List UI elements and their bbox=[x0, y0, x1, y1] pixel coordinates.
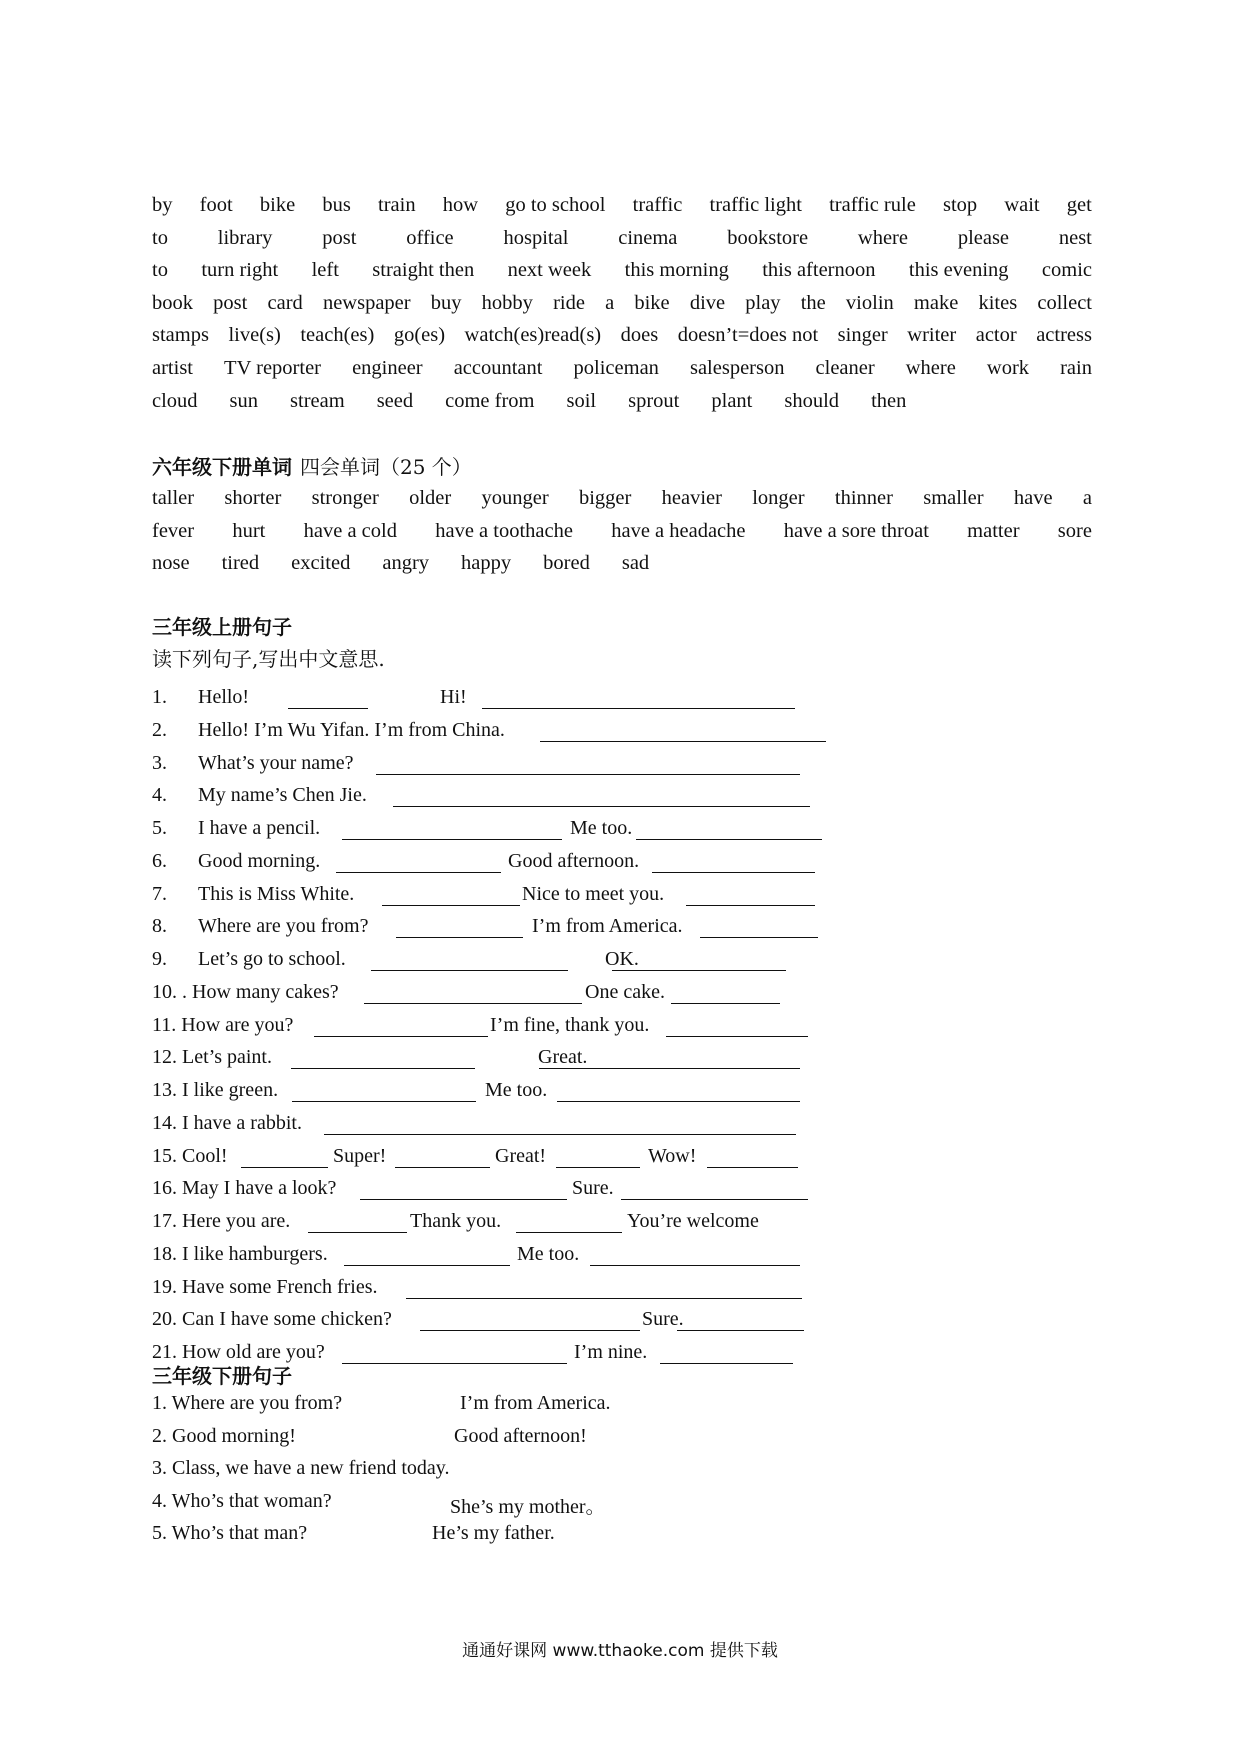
sentence-row bbox=[0, 1276, 1240, 1306]
vocab-word: sprout bbox=[628, 389, 680, 412]
vocab-word: tired bbox=[221, 552, 260, 575]
sentence-question: 2. Good morning! bbox=[152, 1424, 296, 1447]
answer-blank[interactable] bbox=[420, 1312, 640, 1331]
vocab-word: artist bbox=[152, 356, 193, 379]
sentence-text: 17. Here you are. bbox=[152, 1210, 291, 1232]
sentence-text: You’re welcome bbox=[627, 1210, 759, 1232]
vocab-word: have a headache bbox=[611, 519, 746, 542]
vocab-word: please bbox=[957, 226, 1010, 249]
answer-blank[interactable] bbox=[556, 1149, 640, 1168]
sentence-text: My name’s Chen Jie. bbox=[198, 784, 367, 807]
answer-blank[interactable] bbox=[344, 1247, 510, 1266]
answer-blank[interactable] bbox=[540, 723, 826, 742]
vocab-word: does bbox=[620, 324, 659, 347]
section-heading-grade3b bbox=[152, 1360, 292, 1389]
vocab-line bbox=[152, 254, 1092, 287]
page-footer: 通通好课网 www.tthaoke.com 提供下载 bbox=[462, 1641, 778, 1661]
sentence-row bbox=[0, 1046, 1240, 1076]
sentence-text: What’s your name? bbox=[198, 751, 354, 774]
vocab-word: where bbox=[905, 356, 956, 379]
sentence-row bbox=[0, 1112, 1240, 1142]
vocab-word: happy bbox=[461, 552, 512, 575]
sentence-number: 2. bbox=[152, 718, 167, 741]
vocab-word: live(s) bbox=[228, 324, 281, 347]
section-title: 三年级下册句子 bbox=[152, 1364, 292, 1388]
vocab-word: have a toothache bbox=[435, 519, 573, 542]
vocab-line bbox=[152, 547, 1092, 580]
vocabulary-list-2 bbox=[152, 482, 1092, 580]
vocab-word: this morning bbox=[624, 259, 729, 282]
answer-blank[interactable] bbox=[590, 1247, 800, 1266]
vocab-word: post bbox=[213, 291, 248, 314]
vocab-word: newspaper bbox=[322, 291, 411, 314]
vocab-word: the bbox=[800, 291, 826, 314]
sentence-text: 14. I have a rabbit. bbox=[152, 1111, 302, 1134]
vocab-word: matter bbox=[967, 519, 1020, 542]
sentence-text: Good morning. bbox=[198, 849, 321, 872]
sentence-text: This is Miss White. bbox=[198, 882, 355, 905]
vocab-line bbox=[152, 482, 1092, 515]
vocab-word: actress bbox=[1036, 324, 1092, 347]
vocab-word: cloud bbox=[152, 389, 198, 412]
vocab-word: hurt bbox=[232, 519, 266, 542]
vocab-word: singer bbox=[837, 324, 888, 347]
sentence-row bbox=[0, 686, 1240, 716]
vocab-word: sore bbox=[1057, 519, 1092, 542]
vocab-word: violin bbox=[845, 291, 894, 314]
vocab-word: post bbox=[322, 226, 357, 249]
vocab-word: stream bbox=[290, 389, 345, 412]
sentence-text: Hello! I’m Wu Yifan. I’m from China. bbox=[198, 718, 505, 741]
vocab-word: how bbox=[442, 194, 479, 216]
vocab-word: thinner bbox=[834, 487, 893, 509]
sentence-number: 6. bbox=[152, 849, 167, 872]
sentence-text: Where are you from? bbox=[198, 915, 369, 938]
sentence-text: Super! bbox=[333, 1144, 387, 1167]
sentence-row bbox=[0, 1522, 1240, 1552]
answer-blank[interactable] bbox=[314, 1018, 488, 1037]
vocab-word: nest bbox=[1058, 226, 1092, 249]
sentence-text: Me too. bbox=[485, 1079, 548, 1101]
vocab-word: angry bbox=[382, 552, 430, 575]
sentence-row bbox=[0, 981, 1240, 1011]
sentence-question: 5. Who’s that man? bbox=[152, 1522, 308, 1545]
sentence-text: Great! bbox=[495, 1144, 547, 1167]
sentence-row bbox=[0, 1079, 1240, 1109]
vocab-word: engineer bbox=[352, 356, 423, 379]
vocab-word: buy bbox=[430, 291, 462, 314]
vocab-word: shorter bbox=[224, 487, 282, 509]
vocab-word: policeman bbox=[573, 356, 659, 379]
vocab-line bbox=[152, 222, 1092, 255]
answer-blank[interactable] bbox=[406, 1280, 802, 1299]
vocab-word: stop bbox=[942, 194, 978, 216]
sentence-text: OK. bbox=[605, 948, 639, 970]
sentence-number: 5. bbox=[152, 817, 167, 839]
vocab-word: make bbox=[913, 291, 959, 314]
answer-blank[interactable] bbox=[686, 887, 815, 906]
sentence-answer: I’m from America. bbox=[460, 1392, 611, 1414]
answer-blank[interactable] bbox=[660, 1345, 793, 1364]
vocab-word: train bbox=[378, 194, 416, 216]
vocab-word: heavier bbox=[661, 487, 722, 509]
answer-blank[interactable] bbox=[671, 985, 780, 1004]
sentence-row bbox=[0, 1392, 1240, 1422]
answer-blank[interactable] bbox=[612, 952, 786, 971]
vocab-word: this evening bbox=[908, 259, 1009, 282]
answer-blank[interactable] bbox=[342, 821, 562, 840]
sentence-answer: She’s my mother。 bbox=[450, 1495, 606, 1518]
vocab-word: rain bbox=[1060, 356, 1092, 379]
vocab-word: turn right bbox=[201, 259, 279, 282]
vocab-word: library bbox=[217, 226, 273, 249]
vocab-word: book bbox=[152, 291, 193, 314]
vocab-line bbox=[152, 352, 1092, 385]
answer-blank[interactable] bbox=[393, 788, 810, 807]
vocab-word: card bbox=[267, 291, 303, 314]
vocab-line bbox=[152, 189, 1092, 222]
vocab-word: writer bbox=[907, 324, 957, 347]
vocabulary-list-1 bbox=[152, 189, 1092, 417]
sentence-text: 15. Cool! bbox=[152, 1144, 228, 1167]
vocab-word: traffic rule bbox=[829, 194, 916, 216]
sentence-text: I have a pencil. bbox=[198, 817, 321, 839]
sentence-text: Let’s go to school. bbox=[198, 948, 346, 970]
sentence-row bbox=[0, 1425, 1240, 1455]
vocab-word: by bbox=[152, 194, 173, 216]
sentence-row bbox=[0, 817, 1240, 847]
answer-blank[interactable] bbox=[539, 1050, 800, 1069]
vocab-word: stamps bbox=[152, 324, 209, 347]
vocab-line bbox=[152, 287, 1092, 320]
answer-blank[interactable] bbox=[557, 1083, 800, 1102]
vocab-word: seed bbox=[376, 389, 414, 412]
vocab-line bbox=[152, 319, 1092, 352]
sentence-row bbox=[0, 1490, 1240, 1520]
answer-blank[interactable] bbox=[666, 1018, 808, 1037]
sentence-text: 16. May I have a look? bbox=[152, 1177, 337, 1200]
sentence-number: 1. bbox=[152, 686, 167, 708]
vocab-word: bike bbox=[634, 291, 670, 314]
vocab-word: where bbox=[857, 226, 908, 249]
answer-blank[interactable] bbox=[241, 1149, 328, 1168]
sentence-text: 13. I like green. bbox=[152, 1079, 279, 1101]
vocab-word: hobby bbox=[481, 291, 533, 314]
sentence-text: I’m fine, thank you. bbox=[490, 1013, 650, 1036]
vocab-word: traffic bbox=[632, 194, 683, 216]
sentence-text: Sure. bbox=[572, 1177, 614, 1200]
vocab-line bbox=[152, 385, 1092, 418]
answer-blank[interactable] bbox=[376, 756, 800, 775]
vocab-word: TV reporter bbox=[224, 356, 322, 379]
vocab-word: doesn’t=does not bbox=[677, 324, 819, 347]
sentence-number: 9. bbox=[152, 948, 167, 970]
vocab-word: sun bbox=[229, 389, 259, 412]
vocab-word: next week bbox=[507, 259, 592, 282]
sentence-number: 7. bbox=[152, 882, 167, 905]
answer-blank[interactable] bbox=[308, 1214, 407, 1233]
vocab-word: older bbox=[409, 487, 452, 509]
answer-blank[interactable] bbox=[292, 1083, 476, 1102]
sentence-row bbox=[0, 784, 1240, 814]
answer-blank[interactable] bbox=[291, 1050, 475, 1069]
vocab-word: wait bbox=[1004, 194, 1040, 216]
vocab-word: excited bbox=[291, 552, 351, 575]
answer-blank[interactable] bbox=[395, 1149, 490, 1168]
vocab-word: traffic light bbox=[709, 194, 802, 216]
sentence-text: Hi! bbox=[440, 686, 467, 708]
sentence-question: 3. Class, we have a new friend today. bbox=[152, 1457, 450, 1480]
vocab-word: this afternoon bbox=[762, 259, 876, 282]
vocab-word: fever bbox=[152, 519, 195, 542]
vocab-word: straight then bbox=[372, 259, 475, 282]
vocab-word: a bbox=[605, 291, 615, 314]
vocab-word: cinema bbox=[618, 226, 678, 249]
vocab-word: foot bbox=[199, 194, 233, 216]
instruction-text: 读下列句子,写出中文意思. bbox=[152, 647, 385, 671]
vocab-word: sad bbox=[621, 552, 650, 575]
sentence-row bbox=[0, 850, 1240, 880]
vocab-word: bookstore bbox=[727, 226, 809, 249]
answer-blank[interactable] bbox=[324, 1116, 796, 1135]
sentence-text: Good afternoon. bbox=[508, 849, 640, 872]
answer-blank[interactable] bbox=[482, 690, 795, 709]
answer-blank[interactable] bbox=[516, 1214, 622, 1233]
vocab-word: actor bbox=[975, 324, 1017, 347]
answer-blank[interactable] bbox=[700, 919, 818, 938]
answer-blank[interactable] bbox=[342, 1345, 567, 1364]
vocab-word: work bbox=[986, 356, 1030, 379]
sentence-question: 1. Where are you from? bbox=[152, 1392, 343, 1414]
vocab-word: dive bbox=[689, 291, 726, 314]
vocab-word: smaller bbox=[923, 487, 984, 509]
sentence-text: 18. I like hamburgers. bbox=[152, 1242, 328, 1265]
sentence-text: I’m nine. bbox=[574, 1341, 648, 1363]
vocab-word: watch(es)read(s) bbox=[464, 324, 602, 347]
vocab-word: taller bbox=[152, 487, 195, 509]
answer-blank[interactable] bbox=[677, 1312, 804, 1331]
vocab-word: ride bbox=[553, 291, 585, 314]
section-heading-grade3a bbox=[152, 611, 292, 640]
sentence-question: 4. Who’s that woman? bbox=[152, 1489, 332, 1512]
sentence-number: 4. bbox=[152, 784, 167, 807]
vocab-word: collect bbox=[1037, 291, 1092, 314]
vocab-word: have bbox=[1013, 487, 1053, 509]
answer-blank[interactable] bbox=[364, 985, 582, 1004]
sentence-text: 10. . How many cakes? bbox=[152, 980, 339, 1003]
sentence-text: Me too. bbox=[517, 1242, 580, 1265]
sentence-text: Wow! bbox=[648, 1144, 697, 1167]
answer-blank[interactable] bbox=[652, 854, 815, 873]
vocab-word: younger bbox=[481, 487, 549, 509]
vocab-word: teach(es) bbox=[300, 324, 375, 347]
answer-blank[interactable] bbox=[288, 690, 368, 709]
sentence-text: I’m from America. bbox=[532, 915, 683, 938]
answer-blank[interactable] bbox=[371, 952, 568, 971]
answer-blank[interactable] bbox=[707, 1149, 798, 1168]
vocab-word: come from bbox=[445, 389, 535, 412]
sentence-row bbox=[0, 719, 1240, 749]
sentence-row bbox=[0, 1145, 1240, 1175]
sentence-text: 19. Have some French fries. bbox=[152, 1275, 378, 1298]
vocab-word: bus bbox=[322, 194, 351, 216]
answer-blank[interactable] bbox=[621, 1181, 808, 1200]
vocab-word: a bbox=[1082, 487, 1092, 509]
answer-blank[interactable] bbox=[382, 887, 520, 906]
vocab-word: have a cold bbox=[303, 519, 397, 542]
vocab-word: to bbox=[152, 259, 168, 282]
sentence-text: Me too. bbox=[570, 817, 633, 839]
sentence-text: 11. How are you? bbox=[152, 1013, 294, 1036]
sentence-row bbox=[0, 1457, 1240, 1487]
vocab-word: should bbox=[784, 389, 840, 412]
sentence-answer: Good afternoon! bbox=[454, 1424, 587, 1447]
vocab-word: comic bbox=[1041, 259, 1092, 282]
sentence-row bbox=[0, 1014, 1240, 1044]
sentence-row bbox=[0, 1210, 1240, 1240]
section-title: 三年级上册句子 bbox=[152, 615, 292, 639]
vocab-word: kites bbox=[978, 291, 1018, 314]
vocab-word: stronger bbox=[311, 487, 379, 509]
vocab-word: then bbox=[871, 389, 907, 412]
sentence-row bbox=[0, 752, 1240, 782]
answer-blank[interactable] bbox=[636, 821, 822, 840]
sentence-row bbox=[0, 883, 1240, 913]
vocab-word: longer bbox=[752, 487, 805, 509]
vocab-word: bike bbox=[259, 194, 296, 216]
sentence-text: Hello! bbox=[198, 686, 250, 708]
sentence-text: One cake. bbox=[585, 980, 665, 1003]
sentence-row bbox=[0, 1177, 1240, 1207]
vocab-word: plant bbox=[711, 389, 753, 412]
vocab-word: cleaner bbox=[815, 356, 875, 379]
sentence-row bbox=[0, 948, 1240, 978]
sentence-text: Great. bbox=[538, 1046, 588, 1069]
vocab-line bbox=[152, 515, 1092, 548]
vocab-word: bored bbox=[543, 552, 590, 575]
vocab-word: have a sore throat bbox=[783, 519, 929, 542]
sentence-row bbox=[0, 915, 1240, 945]
section-subtitle: 四会单词（25 个） bbox=[300, 455, 472, 479]
sentence-text: Thank you. bbox=[410, 1210, 502, 1232]
sentence-row bbox=[0, 1308, 1240, 1338]
sentence-text: 20. Can I have some chicken? bbox=[152, 1308, 392, 1331]
section-heading-grade6 bbox=[152, 451, 472, 480]
vocab-word: nose bbox=[152, 552, 190, 575]
vocab-word: bigger bbox=[578, 487, 632, 509]
vocab-word: play bbox=[745, 291, 781, 314]
sentence-text: Sure. bbox=[642, 1308, 684, 1331]
sentence-number: 8. bbox=[152, 915, 167, 938]
vocab-word: go(es) bbox=[393, 324, 446, 347]
vocab-word: salesperson bbox=[689, 356, 785, 379]
sentence-number: 3. bbox=[152, 751, 167, 774]
vocab-word: accountant bbox=[453, 356, 543, 379]
vocab-word: office bbox=[406, 226, 454, 249]
answer-blank[interactable] bbox=[336, 854, 501, 873]
sentence-text: Nice to meet you. bbox=[522, 882, 665, 905]
sentence-text: 12. Let’s paint. bbox=[152, 1046, 272, 1069]
sentence-answer: He’s my father. bbox=[432, 1522, 555, 1545]
sentence-text: 21. How old are you? bbox=[152, 1341, 325, 1363]
answer-blank[interactable] bbox=[360, 1181, 567, 1200]
vocab-word: get bbox=[1066, 194, 1092, 216]
vocab-word: go to school bbox=[505, 194, 606, 216]
section-title: 六年级下册单词 bbox=[152, 455, 292, 479]
vocab-word: hospital bbox=[503, 226, 569, 249]
vocab-word: to bbox=[152, 226, 168, 249]
answer-blank[interactable] bbox=[396, 919, 523, 938]
vocab-word: left bbox=[311, 259, 339, 282]
vocab-word: soil bbox=[566, 389, 597, 412]
sentence-row bbox=[0, 1243, 1240, 1273]
